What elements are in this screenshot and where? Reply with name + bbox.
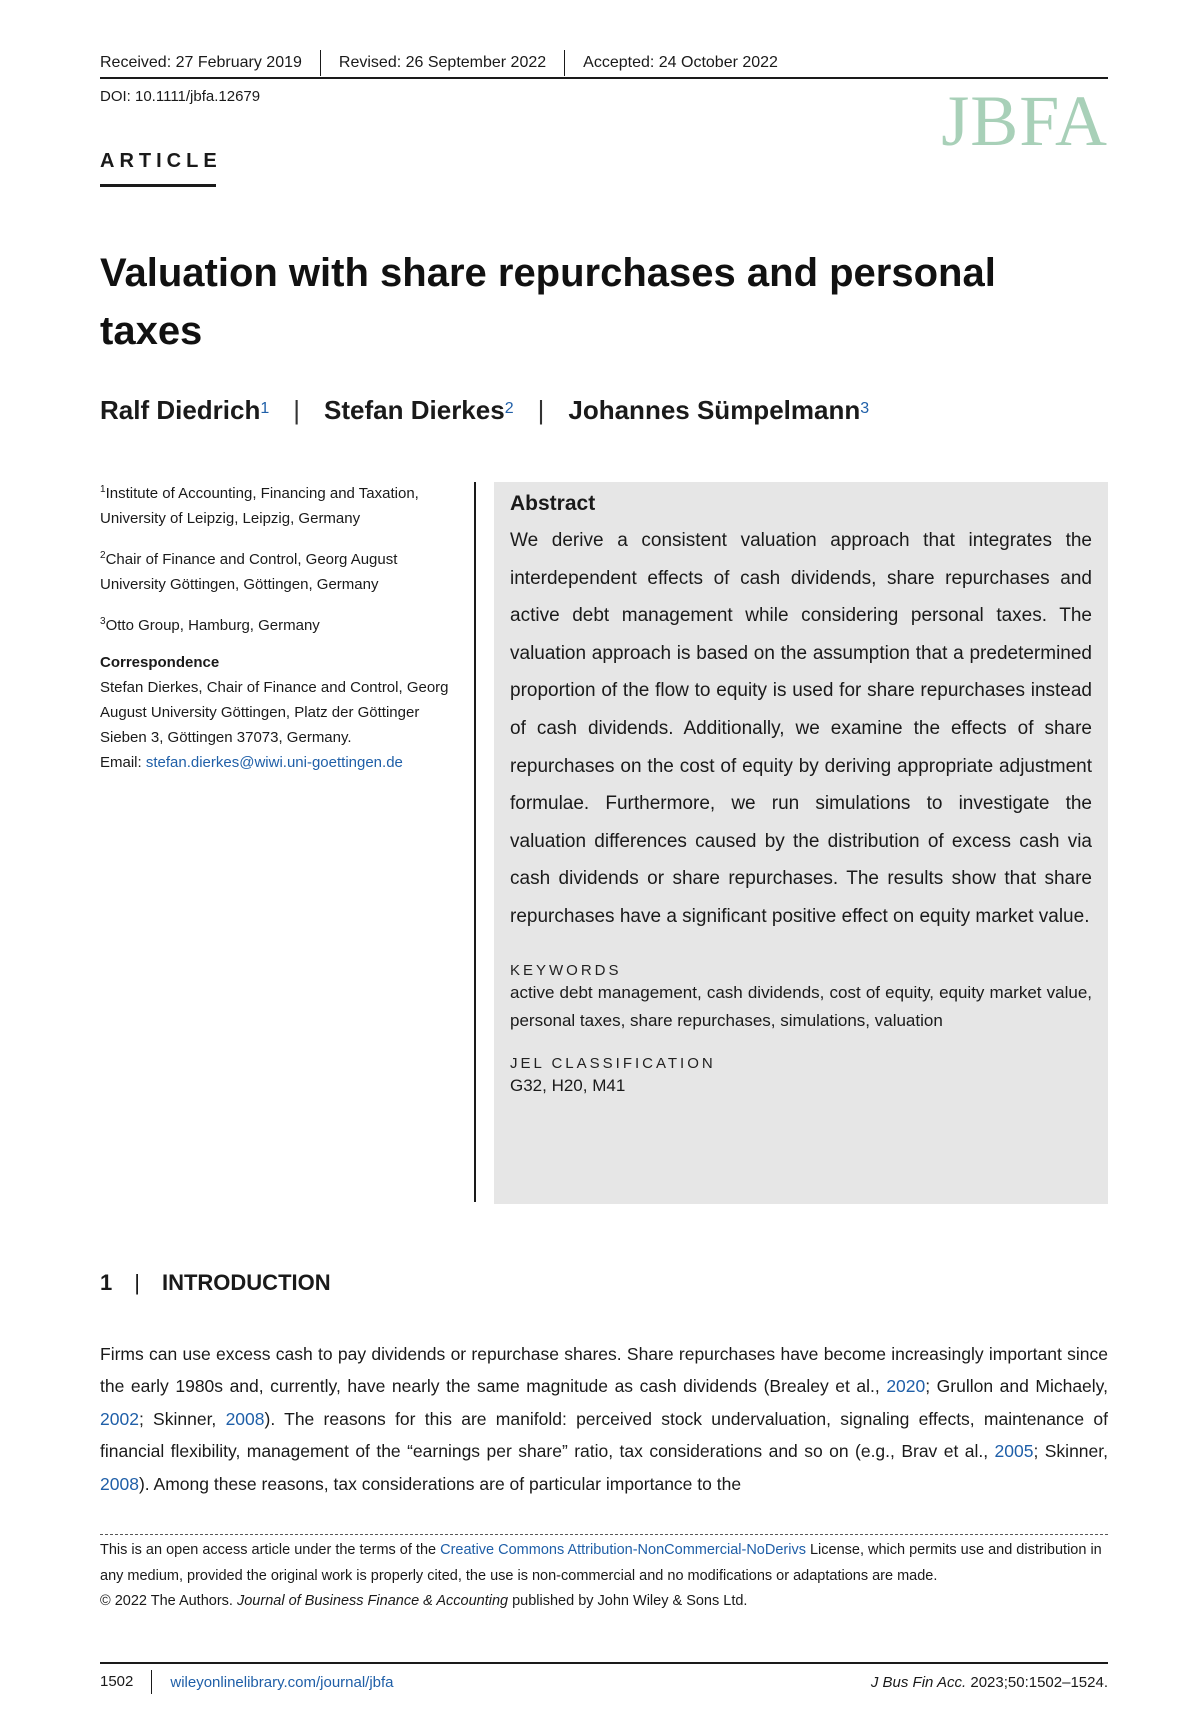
citation-link[interactable]: 2002 [100, 1408, 139, 1429]
journal-citation [871, 1674, 1108, 1691]
body-text-segment: ; Skinner, [138, 1408, 226, 1429]
author-name: Stefan Dierkes [324, 395, 505, 425]
author-list [100, 395, 869, 426]
correspondence-email [100, 750, 450, 775]
header-divider [100, 77, 1108, 79]
journal-name: Journal of Business Finance & Accounting [236, 1593, 509, 1609]
copyright-statement [100, 1589, 1108, 1615]
email-label: Email: [100, 754, 146, 771]
revised-date: Revised: 26 September 2022 [339, 50, 565, 76]
jel-heading: JEL CLASSIFICATION [510, 1054, 716, 1072]
affiliation [100, 609, 450, 638]
body-text-segment: ). The reasons for this are manifold: perceived stock undervaluation, signaling effects, maintenance of financial flexibility, management of the “earnings per share” ratio, tax considerations and so on (e.g., Brav et al., [100, 1408, 1108, 1462]
journal-url-link[interactable]: wileyonlinelibrary.com/journal/jbfa [170, 1673, 394, 1691]
citation-link[interactable]: 2008 [100, 1473, 139, 1494]
citation-details: 2023;50:1502–1524. [966, 1673, 1108, 1691]
received-date: Received: 27 February 2019 [100, 50, 321, 76]
author-name: Ralf Diedrich [100, 395, 261, 425]
page-footer [100, 1670, 1108, 1694]
doi: DOI: 10.1111/jbfa.12679 [100, 88, 261, 105]
abstract-text: We derive a consistent valuation approach that integrates the interdependent effects of cash dividends, share repurchases and active debt management while considering personal taxes. The valuation approach is based on the assumption that a predetermined proportion of the flow to equity is used for share repurchases instead of cash dividends. Additionally, we examine the effects of share repurchases on the cost of equity by deriving appropriate adjustment formulae. Furthermore, we run simulations to investigate the valuation differences caused by the distribution of excess cash via cash dividends or share repurchases. The results show that share repurchases have a significant positive effect on equity market value. [510, 530, 1092, 927]
publication-dates [100, 48, 1108, 78]
author-name: Johannes Sümpelmann [568, 395, 861, 425]
affiliation [100, 543, 450, 597]
affiliation-text: Otto Group, Hamburg, Germany [105, 617, 320, 634]
license-statement [100, 1538, 1108, 1589]
footer-divider [100, 1662, 1108, 1664]
correspondence-address: Stefan Dierkes, Chair of Finance and Control, Georg August University Göttingen, Platz der Göttinger Sieben 3, Göttingen 37073, Germany. [100, 679, 449, 746]
license-text: License, which permits use and distribution in any medium, provided the original work is properly cited, the use is non-commercial and no modifications or adaptations are made. [100, 1542, 1102, 1584]
body-text-segment: ). Among these reasons, tax considerations are of particular importance to the [138, 1473, 742, 1494]
affiliation-marker: 2 [100, 550, 106, 561]
article-label-underline [100, 184, 216, 187]
keywords-text: active debt management, cash dividends, cost of equity, equity market value, personal taxes, share repurchases, simulations, valuation [510, 982, 1092, 1030]
accepted-date: Accepted: 24 October 2022 [583, 54, 778, 71]
author-affiliation-marker[interactable]: 1 [260, 399, 270, 417]
column-divider [474, 482, 476, 1202]
article-type-label: ARTICLE [100, 150, 222, 172]
section-number: 1 [100, 1270, 113, 1295]
page-number: 1502 [100, 1670, 152, 1694]
abstract-heading: Abstract [510, 492, 596, 515]
body-text-segment: Firms can use excess cash to pay dividends or repurchase shares. Share repurchases have become increasingly important since the early 1980s and, currently, have nearly the same magnitude as cash dividends (Brealey et al., [100, 1344, 1108, 1397]
license-text: This is an open access article under the terms of the [100, 1542, 441, 1558]
body-text-segment: ; Skinner, [1033, 1441, 1108, 1462]
introduction-paragraph [100, 1338, 1108, 1500]
author-separator: | [537, 395, 545, 425]
section-heading [100, 1270, 331, 1296]
keywords-heading: KEYWORDS [510, 961, 622, 979]
footnote-divider [100, 1534, 1108, 1535]
affiliations-column [100, 477, 450, 775]
license-footnote [100, 1538, 1108, 1615]
body-text-segment: ; Grullon and Michaely, [925, 1376, 1108, 1397]
citation-link[interactable]: 2020 [886, 1376, 926, 1397]
correspondence-heading: Correspondence [100, 654, 220, 671]
author-affiliation-marker[interactable]: 3 [860, 399, 870, 417]
license-link[interactable]: Creative Commons Attribution-NonCommercial-NoDerivs [440, 1542, 806, 1558]
section-title: INTRODUCTION [161, 1270, 331, 1295]
journal-logo: JBFA [941, 81, 1108, 161]
citation-link[interactable]: 2008 [225, 1408, 265, 1429]
copyright-text: © 2022 The Authors. [100, 1593, 237, 1609]
email-link[interactable]: stefan.dierkes@wiwi.uni-goettingen.de [145, 754, 403, 771]
citation-link[interactable]: 2005 [994, 1441, 1034, 1462]
abstract-panel [494, 482, 1108, 1204]
affiliation [100, 477, 450, 531]
copyright-text: published by John Wiley & Sons Ltd. [508, 1593, 748, 1609]
journal-abbreviation: J Bus Fin Acc. [870, 1673, 967, 1691]
jel-codes: G32, H20, M41 [510, 1075, 626, 1095]
affiliation-marker: 3 [100, 616, 106, 627]
author-affiliation-marker[interactable]: 2 [504, 399, 514, 417]
affiliation-text: Chair of Finance and Control, Georg August University Göttingen, Göttingen, Germany [100, 551, 398, 593]
affiliation-text: Institute of Accounting, Financing and Taxation, University of Leipzig, Leipzig, Germany [100, 485, 419, 527]
section-separator: | [134, 1270, 140, 1295]
paper-title: Valuation with share repurchases and personal taxes [100, 251, 996, 353]
affiliation-marker: 1 [100, 484, 106, 495]
author-separator: | [293, 395, 301, 425]
